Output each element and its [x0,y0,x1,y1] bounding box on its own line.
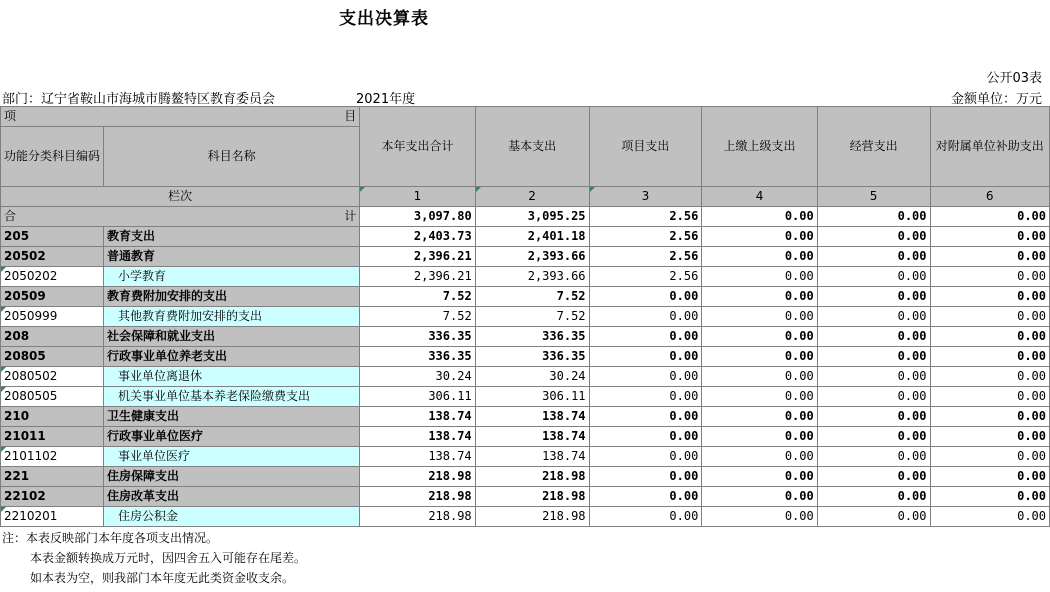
row-value: 0.00 [589,407,702,427]
table-row [1,487,1050,507]
row-value: 7.52 [360,307,475,327]
row-value: 218.98 [475,467,589,487]
row-value: 0.00 [702,507,817,527]
row-value: 0.00 [817,287,930,307]
col-number-1: 1 [360,187,475,207]
row-value: 0.00 [817,347,930,367]
row-code: 2210201 [1,507,104,527]
total-value: 3,095.25 [475,207,589,227]
footnotes [2,528,306,588]
table-row [1,347,1050,367]
row-value: 218.98 [475,487,589,507]
row-value: 138.74 [360,407,475,427]
row-value: 336.35 [475,327,589,347]
row-value: 0.00 [817,407,930,427]
row-code: 2080505 [1,387,104,407]
row-value: 0.00 [930,467,1050,487]
table-row [1,407,1050,427]
row-value: 0.00 [589,507,702,527]
row-value: 2.56 [589,247,702,267]
row-value: 0.00 [817,247,930,267]
note-line: 注：本表反映部门本年度各项支出情况。 [2,531,219,545]
expenditure-table [0,106,1050,527]
row-name: 行政事业单位养老支出 [104,347,360,367]
row-value: 0.00 [817,447,930,467]
row-value: 0.00 [930,227,1050,247]
row-value: 0.00 [589,307,702,327]
table-row [1,427,1050,447]
row-value: 0.00 [589,327,702,347]
row-name: 卫生健康支出 [104,407,360,427]
department-label: 部门：辽宁省鞍山市海城市腾鳌特区教育委员会 [2,92,276,107]
row-value: 0.00 [702,347,817,367]
row-name: 教育费附加安排的支出 [104,287,360,307]
row-code: 2080502 [1,367,104,387]
total-value: 0.00 [702,207,817,227]
col-number-2: 2 [475,187,589,207]
row-value: 0.00 [702,247,817,267]
row-value: 0.00 [817,327,930,347]
row-value: 0.00 [930,507,1050,527]
total-label-right: 计 [344,209,357,223]
row-name: 行政事业单位医疗 [104,427,360,447]
row-value: 0.00 [930,427,1050,447]
row-value: 0.00 [702,487,817,507]
row-value: 2,393.66 [475,247,589,267]
row-value: 218.98 [475,507,589,527]
row-value: 336.35 [360,327,475,347]
row-code: 22102 [1,487,104,507]
header-xiangmu-cell [1,107,360,127]
row-value: 138.74 [475,447,589,467]
row-value: 2,396.21 [360,267,475,287]
row-value: 0.00 [702,307,817,327]
row-value: 218.98 [360,507,475,527]
row-value: 138.74 [360,447,475,467]
total-value: 0.00 [930,207,1050,227]
row-name: 住房公积金 [104,507,360,527]
row-value: 306.11 [475,387,589,407]
row-code: 205 [1,227,104,247]
row-code: 221 [1,467,104,487]
row-value: 0.00 [817,507,930,527]
row-name: 教育支出 [104,227,360,247]
row-value: 0.00 [702,327,817,347]
table-row [1,467,1050,487]
row-value: 0.00 [817,267,930,287]
header-col-3: 项目支出 [589,107,702,187]
row-value: 0.00 [930,247,1050,267]
header-mu: 目 [344,109,357,123]
row-value: 138.74 [475,427,589,447]
row-value: 0.00 [930,367,1050,387]
row-code: 2101102 [1,447,104,467]
row-code: 20509 [1,287,104,307]
col-number-3: 3 [589,187,702,207]
row-code: 2050202 [1,267,104,287]
row-name: 住房改革支出 [104,487,360,507]
total-label [1,207,360,227]
row-value: 0.00 [817,227,930,247]
table-row [1,367,1050,387]
header-col-2: 基本支出 [475,107,589,187]
row-value: 0.00 [589,367,702,387]
table-row [1,447,1050,467]
row-name: 其他教育费附加安排的支出 [104,307,360,327]
table-row [1,247,1050,267]
row-value: 0.00 [930,327,1050,347]
row-value: 0.00 [589,487,702,507]
row-value: 0.00 [589,447,702,467]
table-row [1,507,1050,527]
table-row [1,327,1050,347]
row-value: 7.52 [475,287,589,307]
row-value: 2,401.18 [475,227,589,247]
table-row [1,307,1050,327]
row-value: 0.00 [930,287,1050,307]
row-value: 0.00 [817,487,930,507]
header-col-1: 本年支出合计 [360,107,475,187]
row-code: 20805 [1,347,104,367]
total-label-left: 合 [4,209,17,223]
table-row [1,387,1050,407]
amount-unit: 金额单位：万元 [950,92,1042,107]
note-line: 如本表为空，则我部门本年度无此类资金收支余。 [30,571,295,585]
total-value: 2.56 [589,207,702,227]
row-value: 336.35 [475,347,589,367]
total-row [1,207,1050,227]
table-row [1,227,1050,247]
note-line: 本表金额转换成万元时，因四舍五入可能存在尾差。 [30,551,307,565]
row-value: 218.98 [360,467,475,487]
row-code: 208 [1,327,104,347]
row-value: 218.98 [360,487,475,507]
total-value: 3,097.80 [360,207,475,227]
table-row [1,287,1050,307]
row-value: 0.00 [930,487,1050,507]
header-col-5: 经营支出 [817,107,930,187]
header-col-4: 上缴上级支出 [702,107,817,187]
row-value: 0.00 [702,267,817,287]
row-name: 事业单位医疗 [104,447,360,467]
report-title: 支出决算表 [339,9,429,29]
row-value: 0.00 [702,427,817,447]
row-name: 住房保障支出 [104,467,360,487]
row-name: 机关事业单位基本养老保险缴费支出 [104,387,360,407]
col-number-5: 5 [817,187,930,207]
row-name: 事业单位离退休 [104,367,360,387]
col-number-6: 6 [930,187,1050,207]
row-value: 0.00 [702,387,817,407]
row-value: 0.00 [930,267,1050,287]
header-lanci: 栏次 [1,187,360,207]
row-code: 20502 [1,247,104,267]
row-value: 7.52 [360,287,475,307]
row-name: 社会保障和就业支出 [104,327,360,347]
row-value: 0.00 [930,307,1050,327]
row-value: 2.56 [589,227,702,247]
row-value: 306.11 [360,387,475,407]
row-value: 0.00 [702,287,817,307]
row-value: 0.00 [702,447,817,467]
row-name: 小学教育 [104,267,360,287]
row-value: 0.00 [702,467,817,487]
row-code: 210 [1,407,104,427]
row-value: 2,393.66 [475,267,589,287]
row-value: 0.00 [589,427,702,447]
form-number: 公开03表 [986,71,1042,86]
row-code: 2050999 [1,307,104,327]
row-value: 0.00 [817,367,930,387]
row-value: 0.00 [589,387,702,407]
row-value: 0.00 [702,227,817,247]
row-value: 336.35 [360,347,475,367]
header-name: 科目名称 [104,127,360,187]
row-value: 30.24 [360,367,475,387]
row-value: 0.00 [817,467,930,487]
row-value: 0.00 [930,347,1050,367]
row-value: 0.00 [817,387,930,407]
row-value: 2,396.21 [360,247,475,267]
fiscal-year: 2021年度 [356,92,416,107]
row-value: 0.00 [589,347,702,367]
row-name: 普通教育 [104,247,360,267]
total-value: 0.00 [817,207,930,227]
row-value: 0.00 [589,287,702,307]
col-number-4: 4 [702,187,817,207]
row-value: 0.00 [702,367,817,387]
row-value: 30.24 [475,367,589,387]
row-value: 7.52 [475,307,589,327]
row-value: 2.56 [589,267,702,287]
table-row [1,267,1050,287]
row-value: 138.74 [475,407,589,427]
row-value: 138.74 [360,427,475,447]
row-value: 0.00 [930,387,1050,407]
header-col-6: 对附属单位补助支出 [930,107,1050,187]
header-xiang: 项 [4,109,17,123]
row-code: 21011 [1,427,104,447]
row-value: 0.00 [817,307,930,327]
row-value: 0.00 [930,407,1050,427]
row-value: 0.00 [702,407,817,427]
row-value: 0.00 [930,447,1050,467]
row-value: 2,403.73 [360,227,475,247]
header-code: 功能分类科目编码 [1,127,104,187]
row-value: 0.00 [589,467,702,487]
row-value: 0.00 [817,427,930,447]
